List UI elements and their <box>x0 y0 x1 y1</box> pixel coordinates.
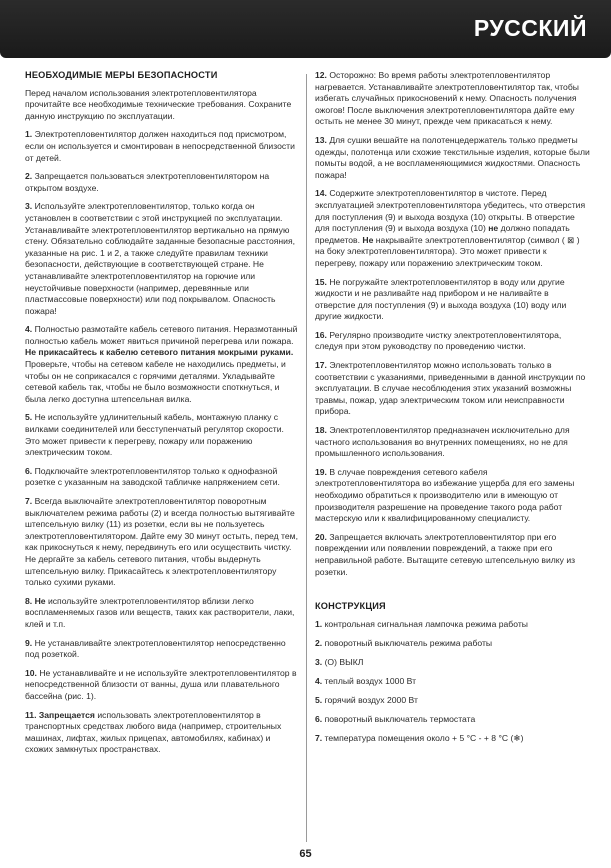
safety-item-17: 17. Электротепловентилятор можно использовать только в соответствии с указаниями, приведенными в данной инструкции по эксплуатации. В случае несоблюдения этих указаний возможны травмы, пожар, удар электрическим током или неисправности прибора. <box>315 360 586 417</box>
safety-item-3: 3. Используйте электротепловентилятор, только когда он установлен в соответствии с этой инструкцией по эксплуатации. Устанавливайте электротепловентилятор вертикально на прямую стену. Обязательно соблюдайте заданные безопасные расстояния, указанные на рис. 1 и 2, а также следуйте правилам техники безопасности, действующие в соответствующей стране. Не устанавливайте электротепловентилятор на горючие или неустойчивые поверхности (например, деревянные или пластмассовые поверхности) или под покрывалом. Опасность пожара! <box>25 201 296 316</box>
right-column <box>315 70 590 752</box>
frost-icon: ❄ <box>513 733 521 744</box>
construction-item: 7. температура помещения около + 5 °C - + 8 °C (❄) <box>315 733 524 744</box>
construction-item: 2. поворотный выключатель режима работы <box>315 637 493 648</box>
section-spacer <box>315 585 590 601</box>
construction-item: 1. контрольная сигнальная лампочка режима работы <box>315 618 528 629</box>
column-divider <box>306 74 307 842</box>
safety-item-14: 14. Содержите электротепловентилятор в чистоте. Перед эксплуатацией электротепловентилятора убедитесь, что отверстия для поступления (9) и выхода воздуха (10) открыты. В отверстие для поступления (9) и выхода воздуха (10) не должно попадать предметов. Не накрывайте электротепловентилятор (символ ( ⊠ ) на боку электротепловентилятора). Это может привести к перегреву, пожару или поражению электрическим током. <box>315 188 586 268</box>
construction-item: 3. (O) ВЫКЛ <box>315 656 364 667</box>
safety-item-2: 2. Запрещается пользоваться электротепловентилятором на открытом воздухе. <box>25 171 270 193</box>
language-label: РУССКИЙ <box>473 15 587 41</box>
safety-item-20: 20. Запрещается включать электротепловентилятор при его повреждении или появлении повреждений, а также при его неправильной работе. Вытащите сетевую штепсельную вилку из розетки. <box>315 531 576 577</box>
safety-item-15: 15. Не погружайте электротепловентилятор в воду или другие жидкости и не разливайте над прибором и не наливайте в отверстие для поступления (9) и выхода воздуха (10) воду или другие жидкости. <box>315 276 567 322</box>
safety-item-11: 11. Запрещается использовать электротепловентилятор в транспортных средствах любого вида (например, строительных машинах, лифтах, жилых прицепах, автомобилях, кабинах) и схожих замкнутых пространствах. <box>25 709 282 755</box>
construction-item: 5. горячий воздух 2000 Вт <box>315 695 418 706</box>
construction-list <box>315 619 590 745</box>
safety-item-16: 16. Регулярно производите чистку электротепловентилятора, следуя при этом руководству по проведению чистки. <box>315 329 562 352</box>
safety-item-13: 13. Для сушки вешайте на полотенцедержатель только предметы одежды, полотенца или схожие текстильные изделия, которые были помыты водой, а не воспламеняющимися жидкостями. Опасность пожара! <box>315 134 590 180</box>
no-cover-symbol-icon: ⊠ <box>567 234 575 245</box>
language-banner <box>0 0 611 58</box>
safety-heading: НЕОБХОДИМЫЕ МЕРЫ БЕЗОПАСНОСТИ <box>25 70 218 80</box>
safety-intro: Перед началом использования электротепловентилятора прочитайте все необходимые технические требования. Сохраните данную инструкцию по эксплуатации. <box>25 87 292 121</box>
safety-item-12: 12. Осторожно: Во время работы электротепловентилятор нагревается. Устанавливайте электротепловентилятор так, чтобы избегать случайных прикосновений к нему. Опасность получения ожогов! После выключения электротепловентилятора дайте ему остыть не менее 30 минут, прежде чем прикасаться к нему. <box>315 70 579 127</box>
safety-item-6: 6. Подключайте электротепловентилятор только к однофазной розетке с указанным на заводской табличке напряжением сети. <box>25 465 280 488</box>
safety-item-4: 4. Полностью размотайте кабель сетевого питания. Неразмотанный полностью кабель может явиться причиной перегрева или пожара. Не прикасайтесь к кабелю сетевого питания мокрыми руками. Проверьте, чтобы на сетевом кабеле не находились предметы, и чтобы он не соприкасался с горячими деталями. Укладывайте сетевой кабель так, чтобы не было возможности споткнуться, и была легко доступна штепсельная вилка. <box>25 324 298 404</box>
safety-item-8: 8. Не используйте электротепловентилятор вблизи легко воспламеняемых газов или веществ, таких как растворители, лаки, клей и т.п. <box>25 595 295 629</box>
construction-item: 4. теплый воздух 1000 Вт <box>315 676 417 687</box>
safety-item-19: 19. В случае повреждения сетевого кабеля электротепловентилятора во избежание ущерба для его замены необходимо обратиться к производителю или в имеющую от производителя разрешение на проведение такого рода работ мастерскую или к квалифицированному специалисту. <box>315 466 575 524</box>
safety-item-18: 18. Электротепловентилятор предназначен исключительно для частного использования во внутренних помещениях, но не для промышленного использования. <box>315 425 570 459</box>
safety-item-9: 9. Не устанавливайте электротепловентилятор непосредственно под розеткой. <box>25 637 286 660</box>
safety-item-5: 5. Не используйте удлинительный кабель, монтажную планку с вилками соединителей или бесступенчатый регулятор скорости. Это может привести к перегреву, пожару или поражению электрическим током. <box>25 412 284 458</box>
construction-heading: КОНСТРУКЦИЯ <box>315 601 386 612</box>
page-number: 65 <box>299 848 312 860</box>
construction-item: 6. поворотный выключатель термостата <box>315 714 476 725</box>
safety-item-1: 1. Электротепловентилятор должен находиться под присмотром, если он используется и смонтирован в непосредственной близости от детей. <box>25 129 295 163</box>
left-column <box>25 70 298 763</box>
safety-item-7: 7. Всегда выключайте электротепловентилятор поворотным выключателем режима работы (2) и всегда полностью вытягивайте штепсельную вилку (11) из розетки, если вы не пользуетесь электротепловентилятором. Дайте ему 30 минут остыть, перед тем, как прикоснуться к нему, передвинуть его или осуществить чистку. Не дергайте за кабель сетевого питания, чтобы выдернуть штепсельную вилку. Прикасайтесь к электротепловентилятору только сухими руками. <box>25 496 298 588</box>
safety-item-10: 10. Не устанавливайте и не используйте электротепловентилятор в непосредственной близости от ванны, душа или плавательного бассейна (рис. 1). <box>25 667 297 701</box>
